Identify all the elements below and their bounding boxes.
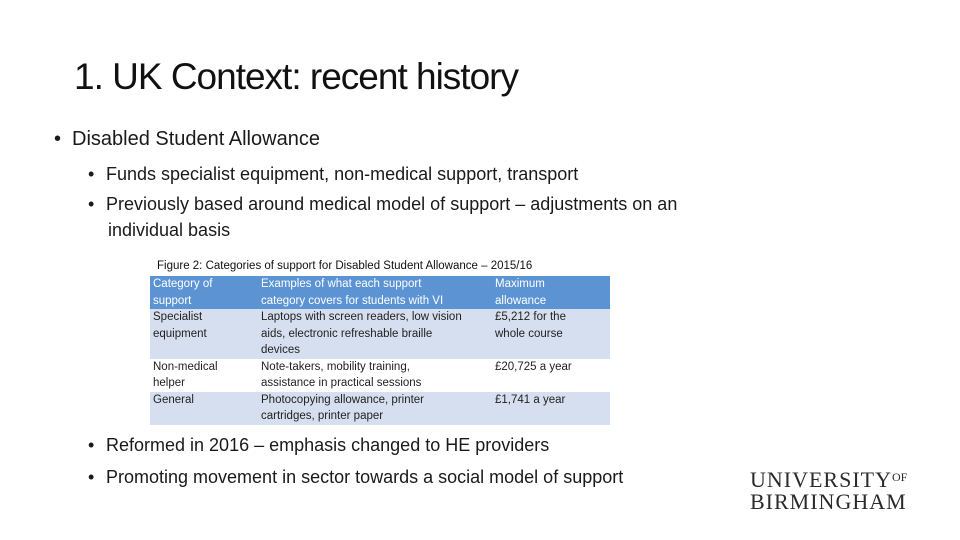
sub-bullet-previously-continued: individual basis [108,220,231,240]
header-examples [258,276,492,309]
cell-line: Specialist [153,311,203,323]
figure-caption: Figure 2: Categories of support for Disabled Student Allowance – 2015/16 [157,260,533,272]
cell-line: Photocopying allowance, printer [261,393,425,406]
table-row [150,359,610,392]
table-row [150,309,610,359]
sub-bullet-previously [88,194,677,215]
header-category [150,276,258,309]
cell-category [150,309,258,359]
logo-university: UNIVERSITY [750,467,892,492]
sub-bullet-funds [88,164,578,185]
cell-line: cartridges, printer paper [261,410,384,422]
bullet-dot-icon: • [88,467,95,487]
slide-title: 1. UK Context: recent history [74,56,518,97]
bullet-text: Funds specialist equipment, non-medical support, transport [106,164,579,184]
logo-line-2: BIRMINGHAM [750,489,907,514]
cell-category [150,392,258,425]
header-maximum [492,276,610,309]
dsa-support-table [150,276,610,425]
bullet-reformed [88,435,549,456]
cell-examples [258,309,492,359]
cell-line: Laptops with screen readers, low vision [261,311,462,323]
cell-line: aids, electronic refreshable braille [261,327,433,340]
table-header-row [150,276,610,309]
bullet-text: Previously based around medical model of support – adjustments on an [106,194,678,214]
header-line: category covers for students with VI [261,294,444,307]
university-of-birmingham-logo [750,467,907,515]
cell-category [150,359,258,392]
cell-line: assistance in practical sessions [261,377,422,389]
cell-maximum [492,309,610,359]
cell-maximum [492,359,610,392]
cell-line: helper [153,377,185,389]
cell-line: £20,725 a year [495,360,572,373]
bullet-promoting [88,467,623,488]
bullet-dot-icon: • [54,128,62,150]
bullet-dot-icon: • [88,164,95,184]
header-line: Category of [153,278,213,290]
cell-examples [258,392,492,425]
cell-maximum [492,392,610,425]
cell-examples [258,359,492,392]
bullet-disabled-student-allowance [54,128,320,151]
bullet-dot-icon: • [88,435,95,455]
header-line: Examples of what each support [261,278,422,290]
cell-line: Note-takers, mobility training, [261,360,410,373]
cell-line: General [153,393,194,406]
cell-line: equipment [153,327,207,340]
bullet-dot-icon: • [88,194,95,214]
cell-line: devices [261,344,300,356]
logo-of: OF [892,470,908,484]
header-line: allowance [495,294,547,307]
header-line: Maximum [495,278,545,290]
bullet-text: Promoting movement in sector towards a social model of support [106,467,624,487]
table-row [150,392,610,425]
cell-line: £5,212 for the [495,311,566,323]
cell-line: whole course [495,327,563,340]
cell-line: £1,741 a year [495,393,566,406]
bullet-text: Disabled Student Allowance [72,128,320,150]
header-line: support [153,294,192,307]
cell-line: Non-medical [153,360,218,373]
bullet-text: Reformed in 2016 – emphasis changed to HE providers [106,435,550,455]
